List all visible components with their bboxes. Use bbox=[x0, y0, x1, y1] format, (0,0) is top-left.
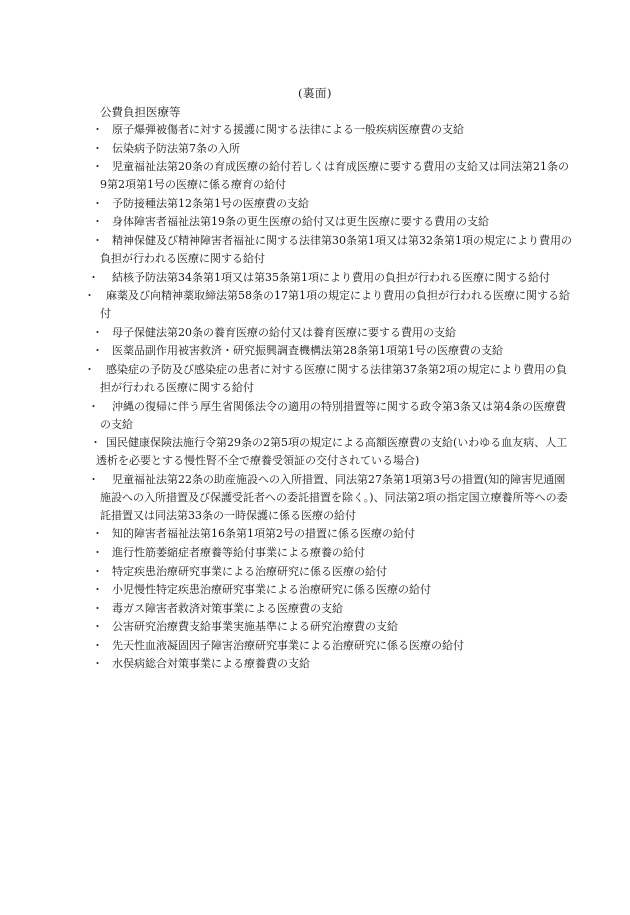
list-item-text: 公害研究治療費支給事業実施基準による研究治療費の支給 bbox=[112, 620, 398, 634]
list-item bbox=[0, 600, 630, 618]
list-item-text: 国民健康保険法施行令第29条の2第5項の規定による高額医療費の支給(いわゆる血友病、人工透析を必要とする慢性腎不全で療養受領証の交付されている場合) bbox=[96, 436, 568, 468]
list-item-text: 伝染病予防法第7条の入所 bbox=[112, 141, 240, 155]
bullet: ・ bbox=[92, 638, 103, 652]
list-item bbox=[0, 637, 630, 655]
bullet: ・ bbox=[92, 657, 103, 671]
list-item-text: 母子保健法第20条の養育医療の給付又は養育医療に要する費用の支給 bbox=[112, 325, 456, 339]
list-item bbox=[0, 471, 630, 525]
list-item-text: 精神保健及び精神障害者福祉に関する法律第30条第1項又は第32条第1項の規定により費用の負担が行われる医療に関する給付 bbox=[100, 233, 572, 265]
list-item bbox=[0, 361, 630, 397]
list-item bbox=[0, 269, 630, 287]
list-item-text: 進行性筋萎縮症者療養等給付事業による療養の給付 bbox=[112, 545, 365, 559]
list-item-text: 小児慢性特定疾患治療研究事業による治療研究に係る医療の給付 bbox=[112, 583, 431, 597]
bullet: ・ bbox=[84, 289, 95, 303]
list-item-text: 感染症の予防及び感染症の患者に対する医療に関する法律第37条第2項の規定により費用の負担が行われる医療に関する給付 bbox=[100, 362, 567, 394]
bullet: ・ bbox=[92, 325, 103, 339]
bullet: ・ bbox=[92, 545, 103, 559]
bullet: ・ bbox=[92, 583, 103, 597]
bullet: ・ bbox=[92, 123, 103, 136]
bullet: ・ bbox=[88, 270, 99, 284]
list-item-text: 身体障害者福祉法第19条の更生医療の給付又は更生医療に要する費用の支給 bbox=[112, 215, 489, 229]
list-item bbox=[0, 342, 630, 360]
section-heading: 公費負担医療等 bbox=[100, 105, 181, 119]
list-item bbox=[0, 544, 630, 562]
list-item-text: 沖縄の復帰に伴う厚生省関係法令の適用の特別措置等に関する政令第3条又は第4条の医療費の支給 bbox=[100, 399, 566, 431]
bullet: ・ bbox=[88, 472, 99, 486]
page-side-label: (裏面) bbox=[298, 86, 332, 100]
bullet: ・ bbox=[92, 564, 103, 578]
list-item bbox=[0, 195, 630, 213]
list-item bbox=[0, 655, 630, 673]
list-item-text: 特定疾患治療研究事業による治療研究に係る医療の給付 bbox=[112, 564, 387, 578]
bullet: ・ bbox=[92, 233, 103, 247]
list-item bbox=[0, 140, 630, 158]
list-item bbox=[0, 158, 630, 194]
bullet: ・ bbox=[92, 196, 103, 210]
list-item bbox=[0, 525, 630, 543]
bullet: ・ bbox=[92, 344, 103, 358]
public-expense-list bbox=[0, 121, 630, 674]
bullet: ・ bbox=[92, 620, 103, 634]
list-item-text: 予防接種法第12条第1号の医療費の支給 bbox=[112, 196, 309, 210]
list-item-text: 医薬品副作用被害救済・研究振興調査機構法第28条第1項第1号の医療費の支給 bbox=[112, 344, 503, 358]
list-item-text: 先天性血液凝固因子障害治療研究事業による治療研究に係る医療の給付 bbox=[112, 638, 464, 652]
list-item-text: 麻薬及び向精神薬取締法第58条の17第1項の規定により費用の負担が行われる医療に関する給付 bbox=[100, 289, 570, 321]
bullet: ・ bbox=[84, 362, 95, 376]
list-item-text: 水俣病総合対策事業による療養費の支給 bbox=[112, 657, 310, 671]
list-item-text: 児童福祉法第20条の育成医療の給付若しくは育成医療に要する費用の支給又は同法第21条の9第2項第1号の医療に係る療育の給付 bbox=[100, 160, 569, 192]
bullet: ・ bbox=[92, 527, 103, 541]
list-item-text: 知的障害者福祉法第16条第1項第2号の措置に係る医療の給付 bbox=[112, 527, 415, 541]
list-item-text: 児童福祉法第22条の助産施設への入所措置、同法第27条第1項第3号の措置(知的障害児通園施設への入所措置及び保護受託者への委託措置を除く。)、同法第2項の指定国立療養所等への委託措置又は同法第33条の一時保護に係る医療の給付 bbox=[100, 472, 568, 522]
list-item bbox=[0, 121, 630, 139]
bullet: ・ bbox=[92, 601, 103, 615]
list-item bbox=[0, 287, 630, 323]
bullet: ・ bbox=[92, 215, 103, 229]
list-item bbox=[0, 324, 630, 342]
bullet: ・ bbox=[92, 160, 103, 174]
list-item bbox=[0, 434, 630, 470]
list-item-text: 結核予防法第34条第1項又は第35条第1項により費用の負担が行われる医療に関する給付 bbox=[112, 270, 550, 284]
list-item-text: 毒ガス障害者救済対策事業による医療費の支給 bbox=[112, 601, 343, 615]
list-item bbox=[0, 213, 630, 231]
list-item bbox=[0, 563, 630, 581]
list-item-text: 原子爆弾被傷者に対する援護に関する法律による一般疾病医療費の支給 bbox=[112, 123, 464, 136]
bullet: ・ bbox=[92, 141, 103, 155]
bullet: ・ bbox=[90, 436, 101, 450]
list-item bbox=[0, 398, 630, 434]
list-item bbox=[0, 232, 630, 268]
list-item bbox=[0, 581, 630, 599]
bullet: ・ bbox=[88, 399, 99, 413]
list-item bbox=[0, 618, 630, 636]
